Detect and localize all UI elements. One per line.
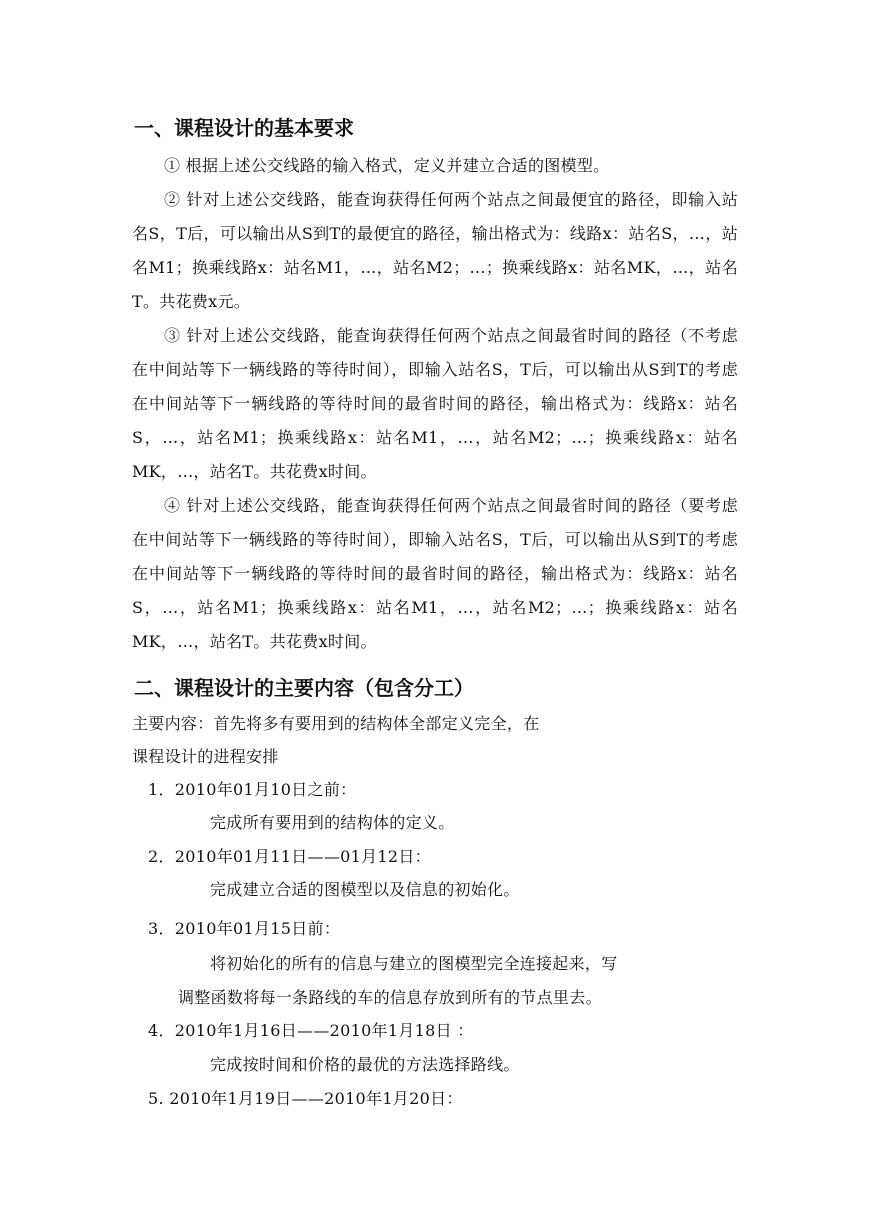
schedule-task-2: 完成建立合适的图模型以及信息的初始化。: [210, 880, 520, 899]
schedule-task-4: 完成按时间和价格的最优的方法选择路线。: [210, 1055, 520, 1074]
schedule-date-4: 4．2010年1月16日——2010年1月18日 ：: [148, 1021, 474, 1040]
requirement-item-3: ③ 针对上述公交线路，能查询获得任何两个站点之间最省时间的路径（不考虑在中间站等下一辆线路的等待时间），即输入站名S，T后，可以输出从S到T的考虑在中间站等下一辆线路的等待时间的最省时间的路径，输出格式为：线路x：站名S，…，站名M1；换乘线路x：站名M1，…，站名M2；…；换乘线路x：站名MK，…，站名T。共花费x时间。: [132, 326, 738, 481]
section1-heading: 一、课程设计的基本要求: [134, 116, 354, 140]
section2-heading: 二、课程设计的主要内容（包含分工）: [134, 676, 474, 700]
schedule-title: 课程设计的进程安排: [132, 747, 279, 766]
schedule-date-3: 3．2010年01月15日前：: [148, 919, 341, 938]
schedule-date-5: 5. 2010年1月19日——2010年1月20日：: [148, 1089, 463, 1108]
requirement-item-2: ② 针对上述公交线路，能查询获得任何两个站点之间最便宜的路径，即输入站名S，T后，可以输出从S到T的最便宜的路径，输出格式为：线路x：站名S，…，站名M1；换乘线路x：站名M1，…，站名M2；…；换乘线路x：站名MK，…，站名T。共花费x元。: [132, 190, 738, 311]
schedule-task-3a: 将初始化的所有的信息与建立的图模型完全连接起来，写: [210, 954, 618, 973]
schedule-task-1: 完成所有要用到的结构体的定义。: [210, 813, 455, 832]
schedule-date-1: 1．2010年01月10日之前：: [148, 780, 357, 799]
main-content-text: 主要内容：首先将多有要用到的结构体全部定义完全，在: [132, 714, 540, 733]
schedule-date-2: 2．2010年01月11日——01月12日：: [148, 847, 431, 866]
schedule-task-3b: 调整函数将每一条路线的车的信息存放到所有的节点里去。: [178, 988, 602, 1007]
requirement-item-1: ① 根据上述公交线路的输入格式，定义并建立合适的图模型。: [164, 156, 610, 175]
requirement-item-4: ④ 针对上述公交线路，能查询获得任何两个站点之间最省时间的路径（要考虑在中间站等下一辆线路的等待时间），即输入站名S，T后，可以输出从S到T的考虑在中间站等下一辆线路的等待时间的最省时间的路径，输出格式为：线路x：站名S，…，站名M1；换乘线路x：站名M1，…，站名M2；…；换乘线路x：站名MK，…，站名T。共花费x时间。: [132, 496, 738, 651]
